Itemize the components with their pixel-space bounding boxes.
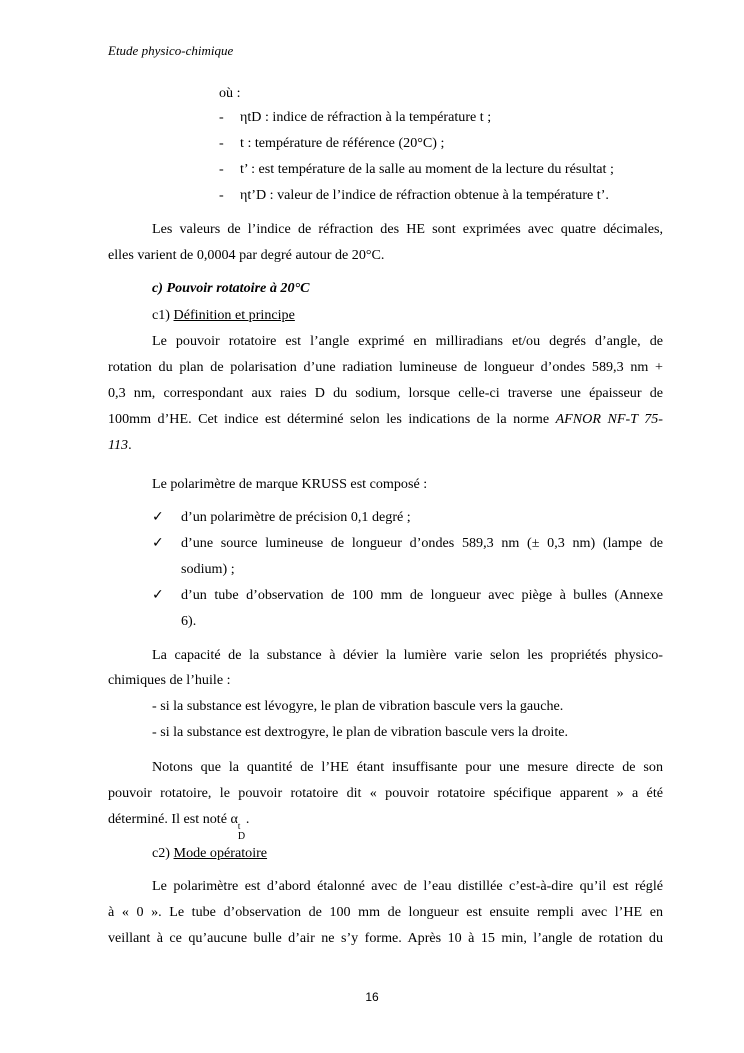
paragraph-line	[108, 810, 250, 842]
superscript: t	[237, 821, 241, 831]
subsection-heading	[152, 306, 295, 324]
checklist-text: 6).	[181, 613, 197, 629]
paragraph-line: Le polarimètre est d’abord étalonné avec de l’eau distillée c’est-à-dire qu’il est réglé	[152, 878, 663, 894]
list-item: - si la substance est lévogyre, le plan de vibration bascule vers la gauche.	[152, 698, 564, 714]
legend-intro: où :	[219, 85, 241, 101]
dash-marker: -	[219, 161, 224, 177]
paragraph-line	[108, 410, 663, 428]
paragraph-line: elles varient de 0,0004 par degré autour de 20°C.	[108, 247, 385, 263]
period: .	[245, 811, 250, 827]
subsection-number: c1)	[152, 307, 170, 323]
text-run: 100mm d’HE. Cet indice est déterminé selon les indications de la norme	[108, 411, 550, 427]
dash-marker: -	[219, 135, 224, 151]
norm-reference: AFNOR NF-T 75-	[555, 411, 663, 427]
paragraph-line: La capacité de la substance à dévier la lumière varie selon les propriétés physico-	[152, 647, 663, 663]
subsection-title: Définition et principe	[173, 307, 295, 323]
checklist-text: d’un polarimètre de précision 0,1 degré ;	[181, 509, 411, 525]
subsection-title: Mode opératoire	[173, 845, 268, 861]
paragraph-line: Notons que la quantité de l’HE étant insuffisante pour une mesure directe de son	[152, 759, 663, 775]
subscript: D	[237, 831, 246, 842]
checkmark-icon: ✓	[152, 535, 164, 551]
checklist-text: d’une source lumineuse de longueur d’ondes 589,3 nm (± 0,3 nm) (lampe de	[181, 535, 663, 551]
legend-item-text: ηt’D : valeur de l’indice de réfraction obtenue à la température t’.	[240, 187, 609, 203]
paragraph-line: à « 0 ». Le tube d’observation de 100 mm de longueur est ensuite rempli avec l’HE en	[108, 904, 663, 920]
paragraph-line: veillant à ce qu’aucune bulle d’air ne s’y forme. Après 10 à 15 min, l’angle de rotation du	[108, 930, 663, 946]
norm-reference-end: 113	[108, 437, 129, 453]
section-heading: c) Pouvoir rotatoire à 20°C	[152, 280, 310, 296]
legend-item-text: ηtD : indice de réfraction à la température t ;	[240, 109, 492, 125]
dash-marker: -	[219, 187, 224, 203]
checkmark-icon: ✓	[152, 509, 164, 525]
paragraph-line: Le polarimètre de marque KRUSS est composé :	[152, 476, 428, 492]
page-number: 16	[365, 990, 379, 1004]
paragraph-line	[108, 436, 132, 454]
period: .	[128, 437, 132, 453]
paragraph-line: pouvoir rotatoire, le pouvoir rotatoire dit « pouvoir rotatoire spécifique apparent » a été	[108, 785, 663, 801]
dash-marker: -	[219, 109, 224, 125]
checkmark-icon: ✓	[152, 587, 164, 603]
paragraph-line: Les valeurs de l’indice de réfraction des HE sont exprimées avec quatre décimales,	[152, 221, 663, 237]
checklist-text: d’un tube d’observation de 100 mm de longueur avec piège à bulles (Annexe	[181, 587, 663, 603]
paragraph-line: rotation du plan de polarisation d’une radiation lumineuse de longueur d’ondes 589,3 nm +	[108, 359, 663, 375]
paragraph-line: 0,3 nm, correspondant aux raies D du sodium, lorsque celle-ci traverse une épaisseur de	[108, 385, 663, 401]
subsection-number: c2)	[152, 845, 170, 861]
legend-item-text: t : température de référence (20°C) ;	[240, 135, 445, 151]
paragraph-line: chimiques de l’huile :	[108, 672, 231, 688]
subsection-heading	[152, 844, 267, 862]
running-header: Etude physico-chimique	[108, 43, 234, 58]
paragraph-line: Le pouvoir rotatoire est l’angle exprimé en milliradians et/ou degrés d’angle, de	[152, 333, 663, 349]
legend-item-text: t’ : est température de la salle au moment de la lecture du résultat ;	[240, 161, 614, 177]
text-run: déterminé. Il est noté α	[108, 811, 238, 827]
list-item: - si la substance est dextrogyre, le plan de vibration bascule vers la droite.	[152, 724, 569, 740]
checklist-text: sodium) ;	[181, 561, 235, 577]
